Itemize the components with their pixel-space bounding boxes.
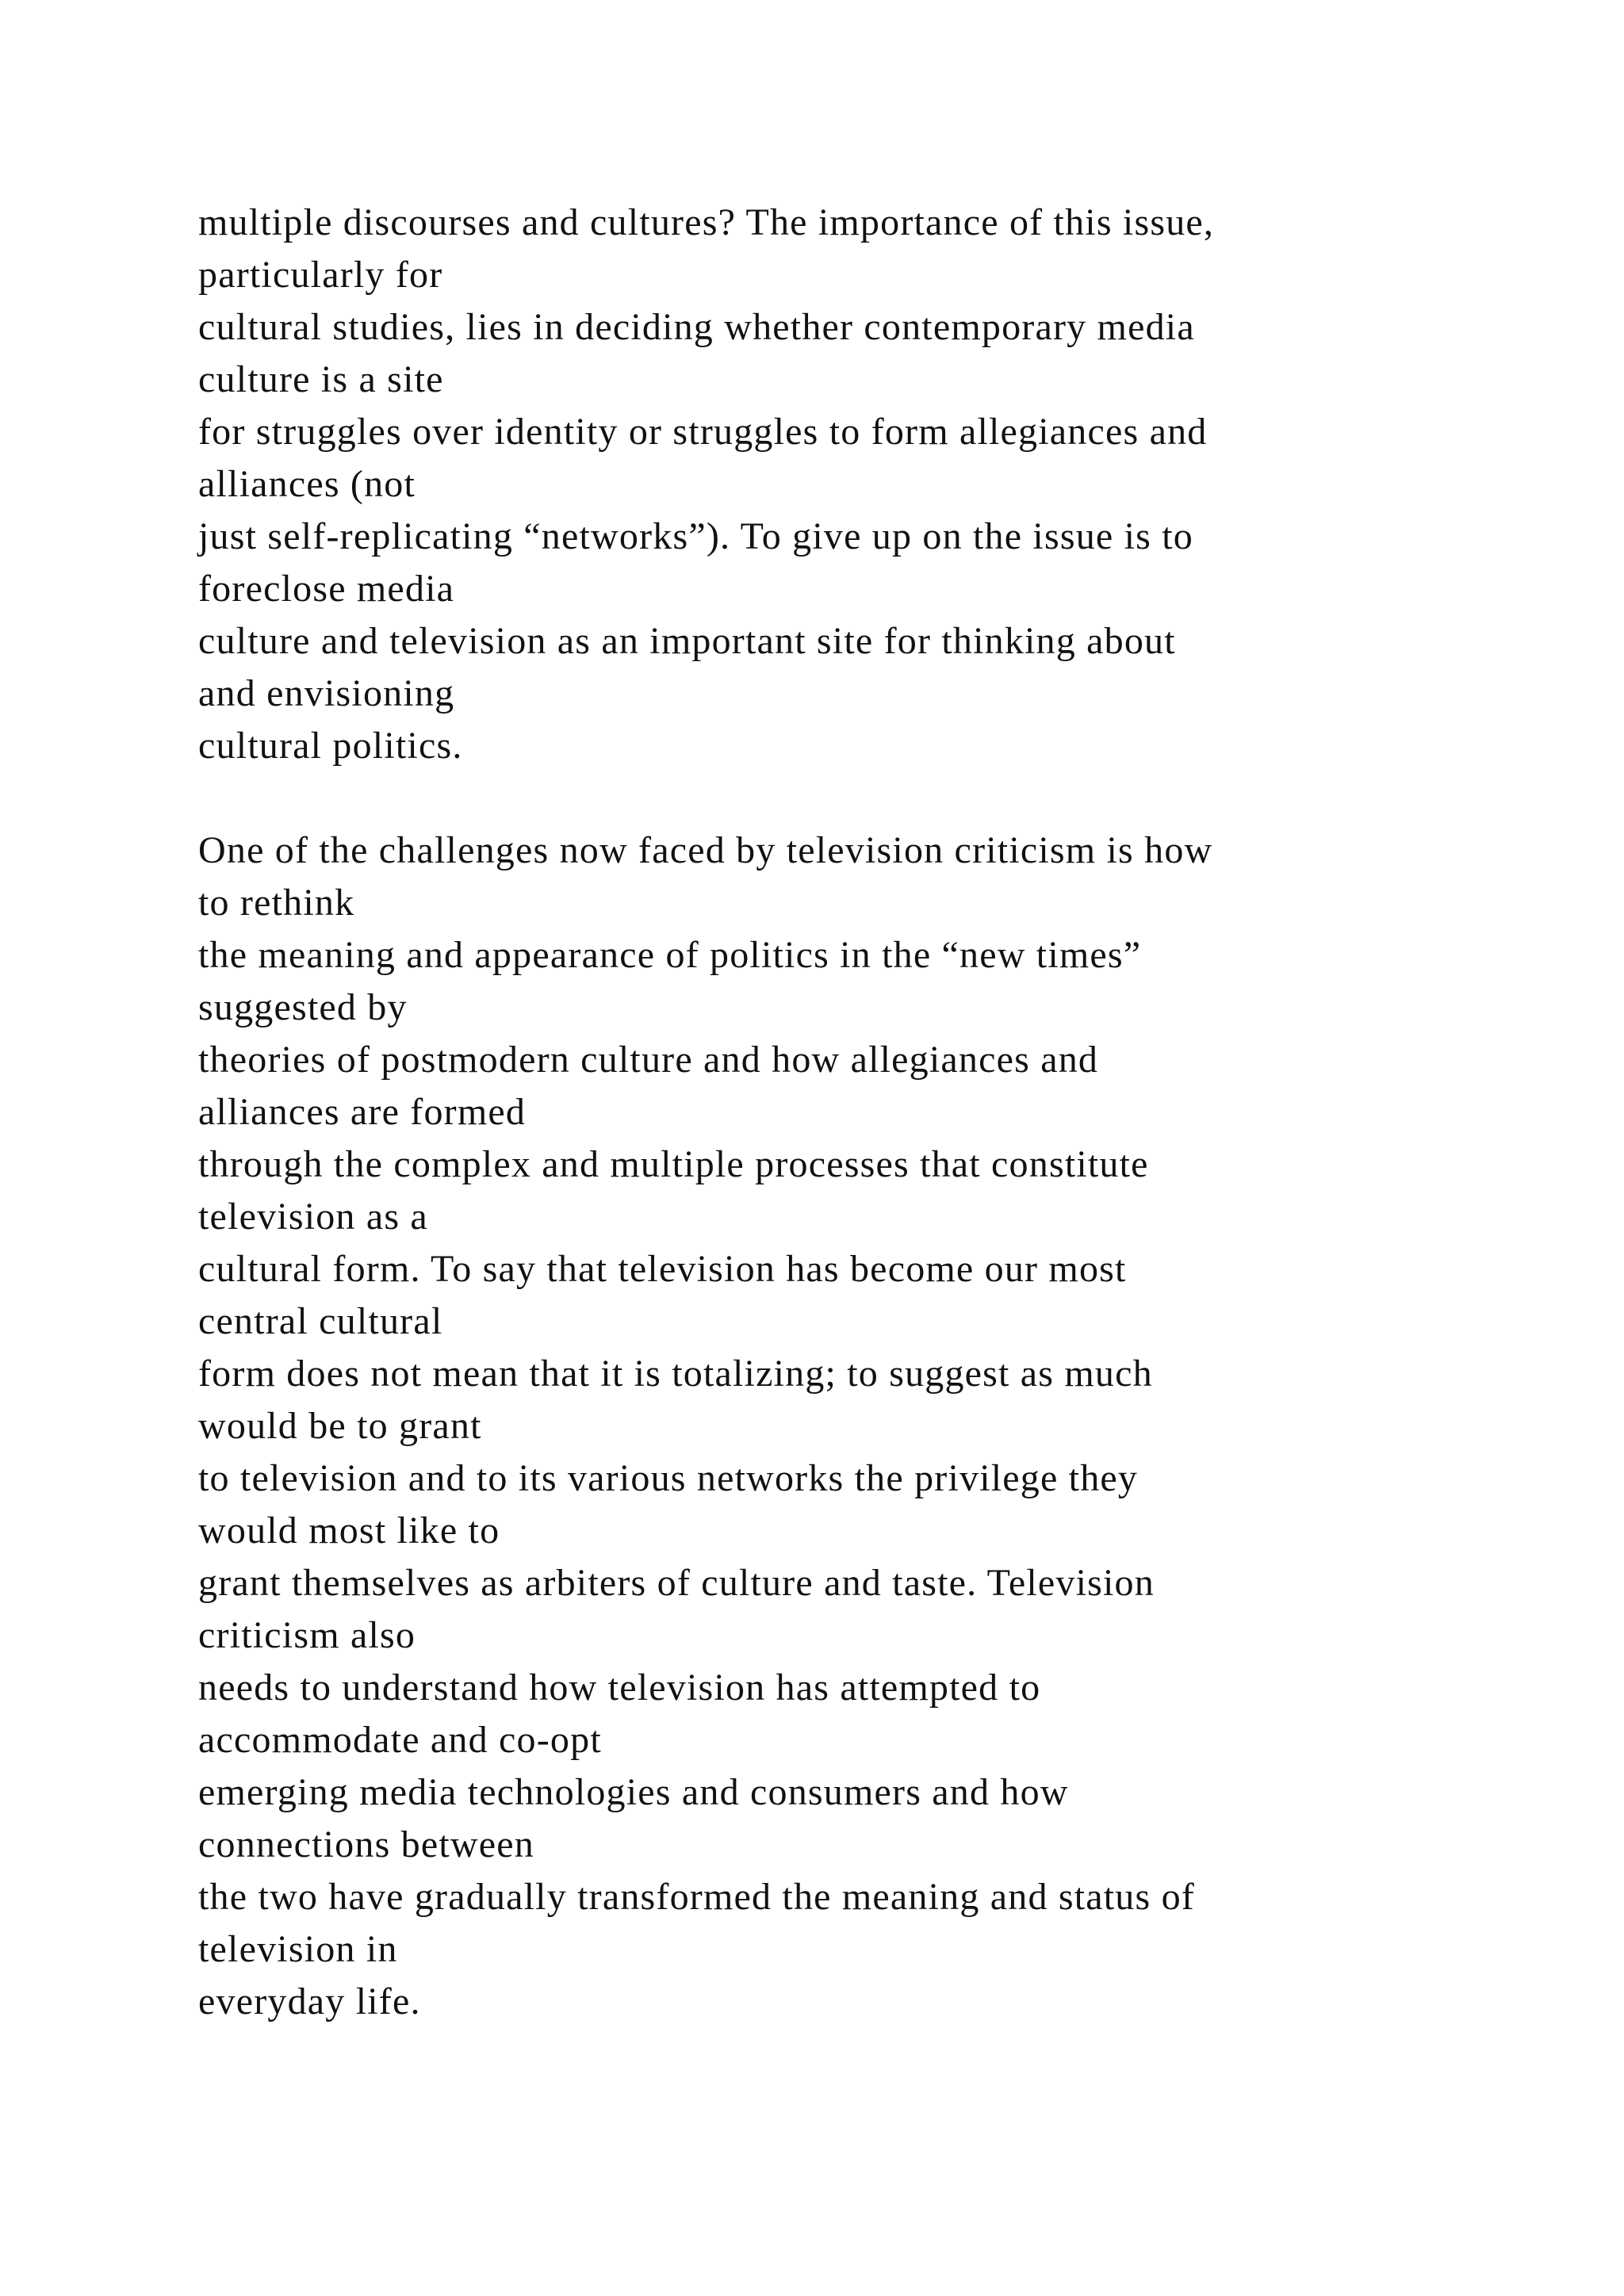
text-line: needs to understand how television has attempted to [198,1667,1041,1709]
text-line: connections between [198,1823,534,1866]
text-line: everyday life. [198,1980,421,2022]
text-line: television in [198,1928,398,1970]
text-line: cultural politics. [198,725,463,767]
text-line: suggested by [198,986,408,1028]
text-line: for struggles over identity or struggles to form allegiances and [198,411,1208,453]
text-line: particularly for [198,254,443,296]
text-line: would most like to [198,1510,500,1552]
text-line: One of the challenges now faced by television criticism is how [198,829,1213,871]
text-line: the two have gradually transformed the meaning and status of [198,1876,1195,1918]
text-line: to television and to its various networks the privilege they [198,1457,1139,1499]
text-line: the meaning and appearance of politics in the “new times” [198,934,1142,976]
text-line: to rethink [198,882,355,924]
text-line: alliances (not [198,463,416,505]
paragraph-1 [198,197,1546,772]
text-line: theories of postmodern culture and how allegiances and [198,1039,1099,1081]
text-line: culture and television as an important site for thinking about [198,620,1176,662]
text-line: just self-replicating “networks”). To give up on the issue is to [198,515,1193,557]
text-line: accommodate and co-opt [198,1719,602,1761]
text-line: television as a [198,1196,428,1238]
text-line: and envisioning [198,672,455,714]
text-line: central cultural [198,1300,443,1342]
text-line: alliances are formed [198,1091,527,1133]
text-line: cultural studies, lies in deciding whether contemporary media [198,306,1195,348]
text-line: would be to grant [198,1405,482,1447]
text-line: grant themselves as arbiters of culture and taste. Television [198,1562,1155,1604]
paragraph-2 [198,825,1546,2028]
text-line: foreclose media [198,568,455,610]
text-line: through the complex and multiple processes that constitute [198,1143,1149,1185]
text-line: emerging media technologies and consumers and how [198,1771,1069,1813]
text-line: criticism also [198,1614,416,1656]
text-line: form does not mean that it is totalizing; to suggest as much [198,1353,1153,1395]
text-line: multiple discourses and cultures? The importance of this issue, [198,201,1215,243]
text-line: cultural form. To say that television has become our most [198,1248,1127,1290]
text-line: culture is a site [198,358,444,400]
